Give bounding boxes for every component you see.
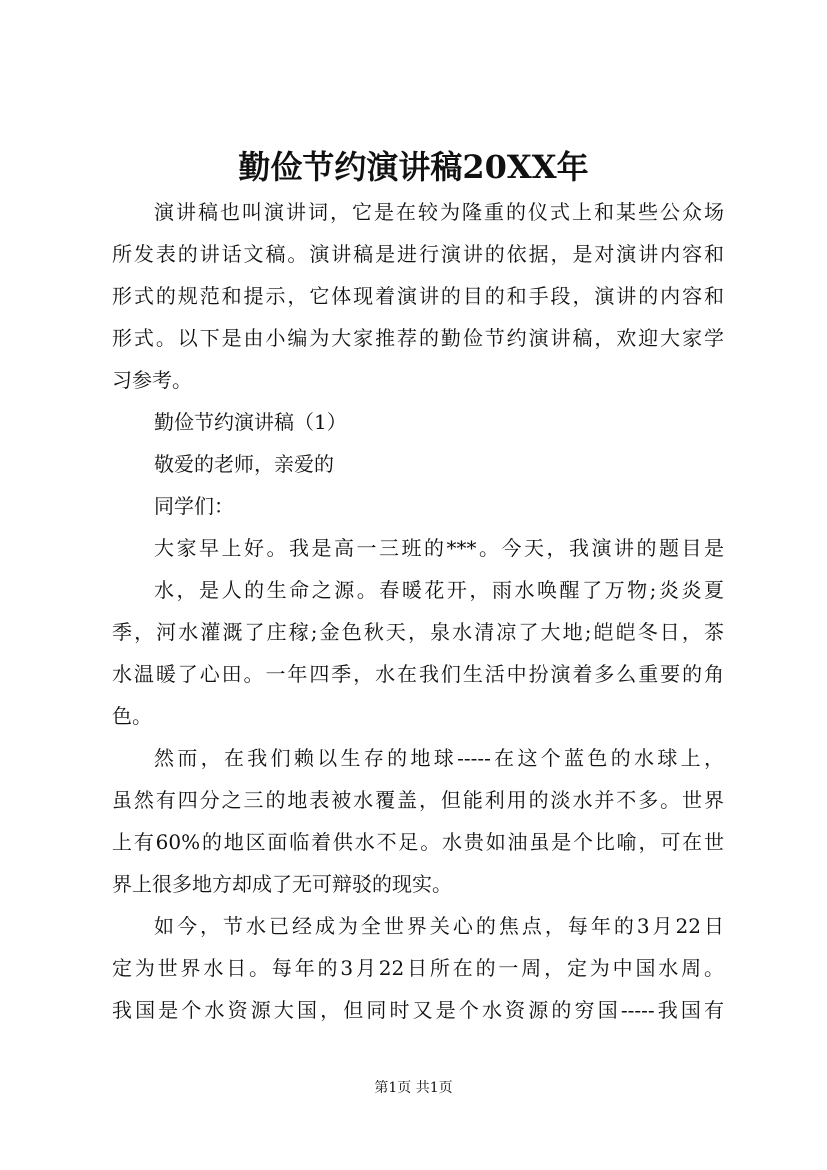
paragraph-line: 演讲稿也叫演讲词，它是在较为隆重的仪式上和某些公众场 <box>154 200 724 224</box>
paragraph-line: 我国是个水资源大国，但同时又是个水资源的穷国-----我国有 <box>112 998 724 1022</box>
paragraph-line: 形式。以下是由小编为大家推荐的勤俭节约演讲稿，欢迎大家学 <box>112 326 724 350</box>
paragraph-line: 形式的规范和提示，它体现着演讲的目的和手段，演讲的内容和 <box>112 284 724 308</box>
document-title: 勤俭节约演讲稿20XX年 <box>238 148 589 186</box>
paragraph-line: 水温暖了心田。一年四季，水在我们生活中扮演着多么重要的角 <box>112 662 724 686</box>
paragraph-line: 界上很多地方却成了无可辩驳的现实。 <box>112 872 452 896</box>
paragraph-line: 大家早上好。我是高一三班的***。今天，我演讲的题目是 <box>154 536 724 560</box>
salutation-line: 敬爱的老师，亲爱的 <box>154 452 334 476</box>
paragraph-line: 习参考。 <box>112 368 192 392</box>
paragraph-line: 虽然有四分之三的地表被水覆盖，但能利用的淡水并不多。世界 <box>112 788 724 812</box>
paragraph-line: 水，是人的生命之源。春暖花开，雨水唤醒了万物;炎炎夏 <box>154 578 724 602</box>
paragraph-line: 所发表的讲话文稿。演讲稿是进行演讲的依据，是对演讲内容和 <box>112 242 724 266</box>
paragraph-line: 季，河水灌溉了庄稼;金色秋天，泉水清凉了大地;皑皑冬日，茶 <box>112 620 724 644</box>
section-heading: 勤俭节约演讲稿（1） <box>154 410 347 434</box>
paragraph-line: 如今，节水已经成为全世界关心的焦点，每年的3月22日 <box>154 914 724 938</box>
paragraph-line: 色。 <box>112 704 152 728</box>
salutation-line: 同学们： <box>154 494 234 518</box>
paragraph-line: 然而，在我们赖以生存的地球-----在这个蓝色的水球上， <box>154 746 724 770</box>
paragraph-line: 上有60%的地区面临着供水不足。水贵如油虽是个比喻，可在世 <box>112 830 724 854</box>
paragraph-line: 定为世界水日。每年的3月22日所在的一周，定为中国水周。 <box>112 956 724 980</box>
page-footer: 第1页 共1页 <box>374 1080 453 1096</box>
